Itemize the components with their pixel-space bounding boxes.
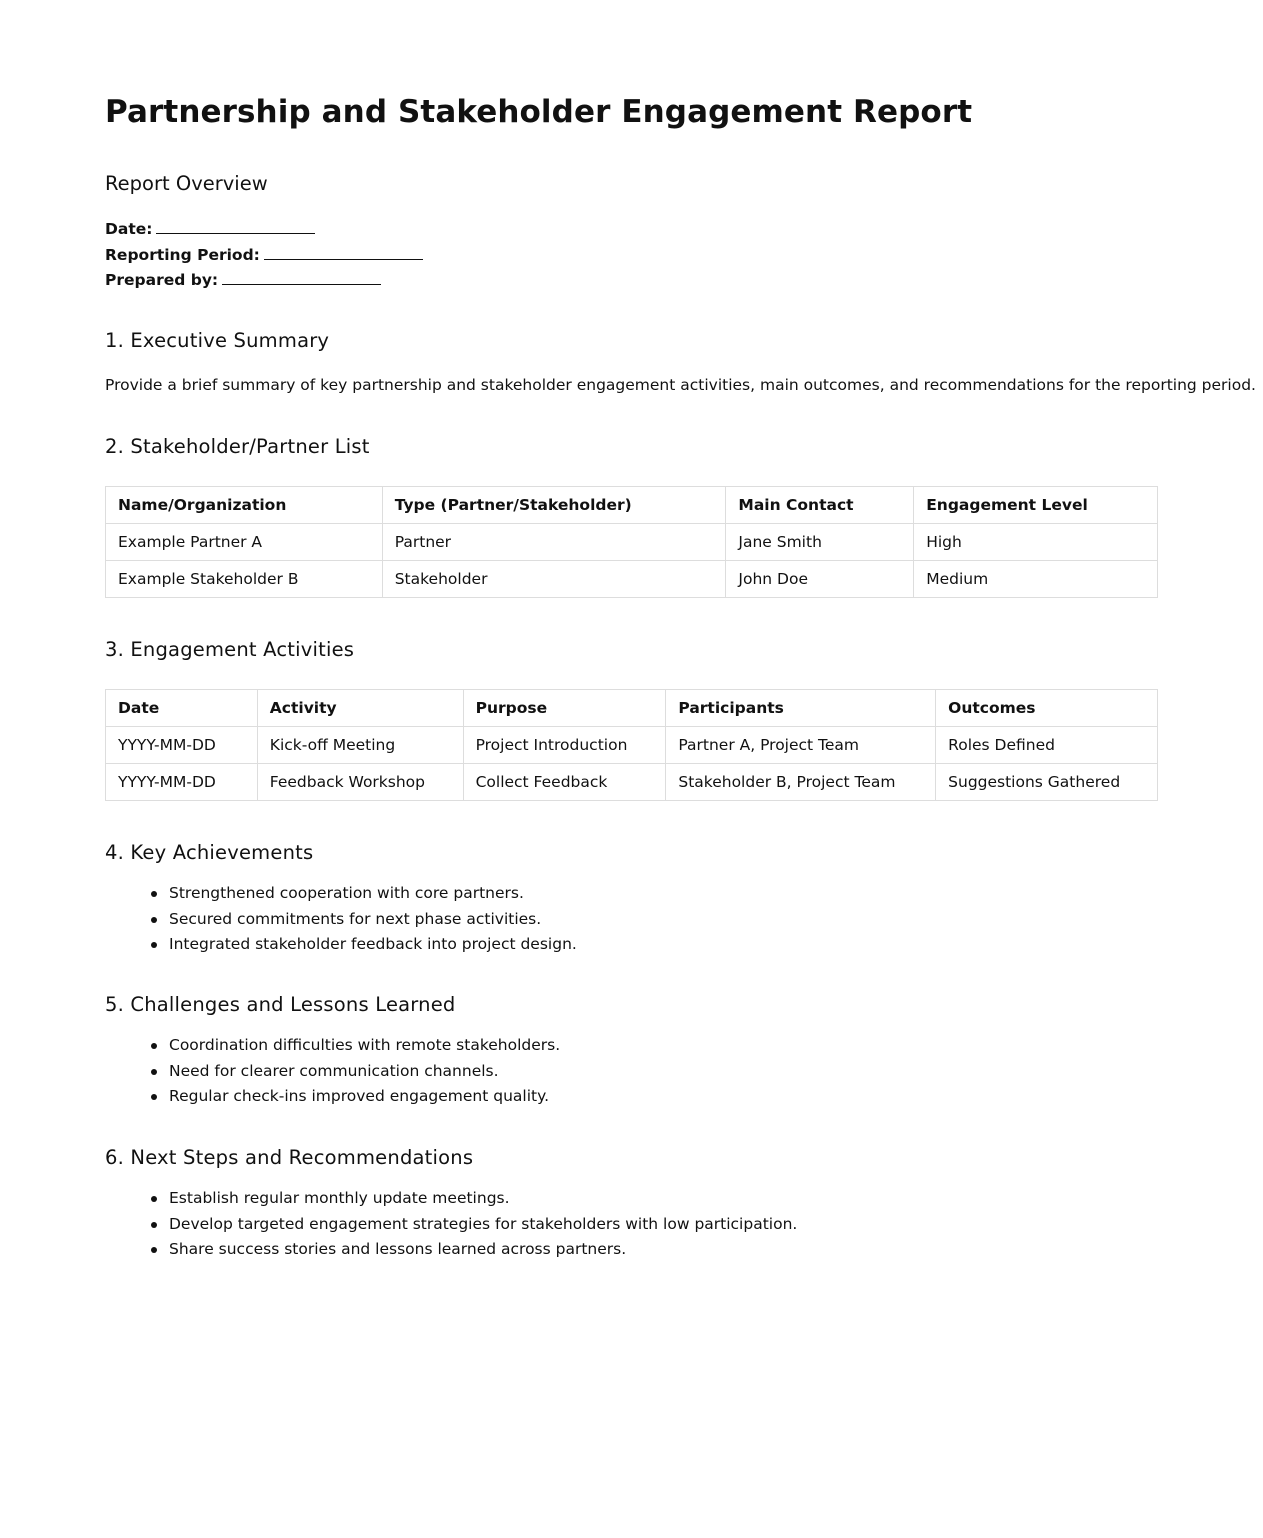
column-header: Main Contact — [726, 487, 914, 524]
column-header: Activity — [257, 690, 463, 727]
table-cell: Partner A, Project Team — [666, 727, 936, 764]
table-cell: Jane Smith — [726, 524, 914, 561]
list-item-text: Develop targeted engagement strategies for stakeholders with low participation. — [169, 1214, 798, 1233]
engagement-activities-heading: 3. Engagement Activities — [105, 638, 355, 661]
date-field — [105, 219, 315, 239]
bullet-icon — [151, 1247, 157, 1253]
engagement-activities-table — [105, 689, 1158, 801]
next-steps-list — [105, 1186, 797, 1263]
bullet-icon — [151, 1222, 157, 1228]
list-item-text: Secured commitments for next phase activities. — [169, 909, 542, 928]
prepared-by-blank-line — [222, 272, 381, 285]
column-header: Name/Organization — [106, 487, 383, 524]
list-item-text: Integrated stakeholder feedback into project design. — [169, 935, 577, 954]
list-item — [169, 1084, 560, 1110]
column-header: Type (Partner/Stakeholder) — [382, 487, 726, 524]
list-item — [169, 1059, 560, 1085]
bullet-icon — [151, 891, 157, 897]
prepared-by-label: Prepared by: — [105, 271, 219, 289]
list-item-text: Coordination difficulties with remote stakeholders. — [169, 1036, 561, 1054]
executive-summary-heading: 1. Executive Summary — [105, 329, 330, 352]
reporting-period-blank-line — [264, 247, 423, 260]
bullet-icon — [151, 1196, 157, 1202]
table-cell: John Doe — [726, 561, 914, 598]
bullet-icon — [151, 1043, 157, 1049]
column-header: Purpose — [463, 690, 666, 727]
table-cell: Stakeholder B, Project Team — [666, 764, 936, 801]
column-header: Outcomes — [936, 690, 1158, 727]
list-item-text: Share success stories and lessons learned across partners. — [169, 1240, 627, 1259]
list-item-text: Regular check-ins improved engagement quality. — [169, 1087, 549, 1106]
table-cell: Project Introduction — [463, 727, 666, 764]
bullet-icon — [151, 917, 157, 923]
column-header: Participants — [666, 690, 936, 727]
column-header: Engagement Level — [914, 487, 1158, 524]
table-row — [106, 764, 1158, 801]
table-cell: Feedback Workshop — [257, 764, 463, 801]
table-cell: Example Stakeholder B — [106, 561, 383, 598]
list-item — [169, 1237, 797, 1263]
page-title: Partnership and Stakeholder Engagement Report — [105, 94, 973, 130]
list-item-text: Establish regular monthly update meetings. — [169, 1189, 510, 1207]
reporting-period-label: Reporting Period: — [105, 246, 260, 264]
table-cell: Collect Feedback — [463, 764, 666, 801]
challenges-list — [105, 1033, 560, 1110]
list-item — [169, 1186, 797, 1212]
table-cell: Kick-off Meeting — [257, 727, 463, 764]
table-cell: YYYY-MM-DD — [106, 764, 258, 801]
table-cell: Partner — [382, 524, 726, 561]
table-row — [106, 524, 1158, 561]
stakeholder-list-heading: 2. Stakeholder/Partner List — [105, 435, 370, 458]
date-label: Date: — [105, 220, 153, 238]
list-item-text: Need for clearer communication channels. — [169, 1061, 499, 1080]
list-item — [169, 907, 577, 933]
bullet-icon — [151, 1069, 157, 1075]
table-cell: Example Partner A — [106, 524, 383, 561]
key-achievements-heading: 4. Key Achievements — [105, 841, 314, 864]
challenges-heading: 5. Challenges and Lessons Learned — [105, 993, 456, 1016]
stakeholder-table — [105, 486, 1158, 598]
table-cell: YYYY-MM-DD — [106, 727, 258, 764]
list-item — [169, 1212, 797, 1238]
table-header-row — [106, 690, 1158, 727]
table-cell: Stakeholder — [382, 561, 726, 598]
prepared-by-field — [105, 270, 381, 290]
table-row — [106, 561, 1158, 598]
table-cell: Suggestions Gathered — [936, 764, 1158, 801]
column-header: Date — [106, 690, 258, 727]
bullet-icon — [151, 942, 157, 948]
list-item-text: Strengthened cooperation with core partners. — [169, 884, 524, 902]
table-header-row — [106, 487, 1158, 524]
next-steps-heading: 6. Next Steps and Recommendations — [105, 1146, 474, 1169]
list-item — [169, 1033, 560, 1059]
table-cell: High — [914, 524, 1158, 561]
table-row — [106, 727, 1158, 764]
list-item — [169, 932, 577, 958]
table-cell: Roles Defined — [936, 727, 1158, 764]
bullet-icon — [151, 1094, 157, 1100]
table-cell: Medium — [914, 561, 1158, 598]
executive-summary-text: Provide a brief summary of key partnership and stakeholder engagement activities, main outcomes, and recommendations for the reporting period. — [105, 376, 1256, 394]
date-blank-line — [156, 221, 315, 234]
list-item — [169, 881, 577, 907]
reporting-period-field — [105, 245, 423, 265]
overview-heading: Report Overview — [105, 172, 268, 195]
key-achievements-list — [105, 881, 577, 958]
